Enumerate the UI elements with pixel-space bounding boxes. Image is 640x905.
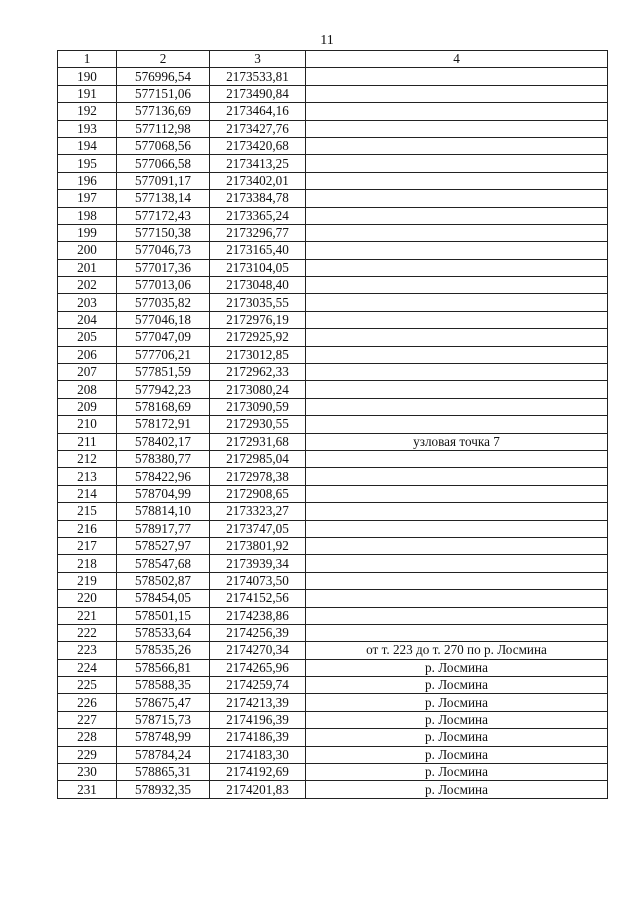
cell-description [306, 137, 608, 154]
cell-description [306, 172, 608, 189]
cell-description [306, 224, 608, 241]
cell-y-coordinate: 2172930,55 [210, 416, 306, 433]
table-row [58, 364, 608, 381]
table-row [58, 294, 608, 311]
cell-y-coordinate: 2173323,27 [210, 503, 306, 520]
cell-description: от т. 223 до т. 270 по р. Лосмина [306, 642, 608, 659]
cell-y-coordinate: 2173413,25 [210, 155, 306, 172]
cell-description [306, 607, 608, 624]
cell-x-coordinate: 578675,47 [117, 694, 210, 711]
cell-point-number: 192 [58, 103, 117, 120]
cell-description [306, 346, 608, 363]
cell-x-coordinate: 577047,09 [117, 329, 210, 346]
cell-point-number: 221 [58, 607, 117, 624]
cell-x-coordinate: 577046,73 [117, 242, 210, 259]
cell-description: узловая точка 7 [306, 433, 608, 450]
cell-x-coordinate: 577066,58 [117, 155, 210, 172]
cell-x-coordinate: 577091,17 [117, 172, 210, 189]
cell-point-number: 227 [58, 711, 117, 728]
cell-point-number: 208 [58, 381, 117, 398]
table-row [58, 590, 608, 607]
cell-description [306, 468, 608, 485]
cell-x-coordinate: 577851,59 [117, 364, 210, 381]
cell-x-coordinate: 577013,06 [117, 277, 210, 294]
cell-y-coordinate: 2174201,83 [210, 781, 306, 798]
cell-description: р. Лосмина [306, 781, 608, 798]
cell-point-number: 204 [58, 311, 117, 328]
cell-y-coordinate: 2174073,50 [210, 572, 306, 589]
cell-x-coordinate: 578533,64 [117, 624, 210, 641]
cell-point-number: 194 [58, 137, 117, 154]
cell-point-number: 206 [58, 346, 117, 363]
cell-x-coordinate: 578527,97 [117, 537, 210, 554]
cell-description [306, 555, 608, 572]
cell-description: р. Лосмина [306, 764, 608, 781]
cell-description [306, 572, 608, 589]
table-row [58, 155, 608, 172]
cell-x-coordinate: 577150,38 [117, 224, 210, 241]
table-row [58, 764, 608, 781]
cell-point-number: 205 [58, 329, 117, 346]
table-row [58, 537, 608, 554]
cell-y-coordinate: 2172978,38 [210, 468, 306, 485]
cell-x-coordinate: 577068,56 [117, 137, 210, 154]
cell-description [306, 590, 608, 607]
table-row [58, 677, 608, 694]
cell-x-coordinate: 578588,35 [117, 677, 210, 694]
cell-description [306, 190, 608, 207]
table-row [58, 468, 608, 485]
table-row [58, 103, 608, 120]
cell-y-coordinate: 2173165,40 [210, 242, 306, 259]
cell-y-coordinate: 2173035,55 [210, 294, 306, 311]
cell-point-number: 230 [58, 764, 117, 781]
cell-point-number: 219 [58, 572, 117, 589]
cell-y-coordinate: 2173490,84 [210, 85, 306, 102]
cell-description [306, 207, 608, 224]
cell-description [306, 259, 608, 276]
cell-x-coordinate: 578168,69 [117, 398, 210, 415]
cell-description [306, 120, 608, 137]
cell-y-coordinate: 2173090,59 [210, 398, 306, 415]
column-header-y: 3 [210, 51, 306, 68]
cell-x-coordinate: 578501,15 [117, 607, 210, 624]
cell-y-coordinate: 2173402,01 [210, 172, 306, 189]
cell-x-coordinate: 578704,99 [117, 485, 210, 502]
table-row [58, 259, 608, 276]
cell-x-coordinate: 578917,77 [117, 520, 210, 537]
cell-y-coordinate: 2172962,33 [210, 364, 306, 381]
cell-y-coordinate: 2173533,81 [210, 68, 306, 85]
page-number: 11 [320, 33, 334, 48]
cell-point-number: 195 [58, 155, 117, 172]
cell-point-number: 220 [58, 590, 117, 607]
cell-y-coordinate: 2174192,69 [210, 764, 306, 781]
table-row [58, 642, 608, 659]
cell-x-coordinate: 578814,10 [117, 503, 210, 520]
cell-y-coordinate: 2173464,16 [210, 103, 306, 120]
cell-x-coordinate: 578715,73 [117, 711, 210, 728]
cell-x-coordinate: 576996,54 [117, 68, 210, 85]
cell-point-number: 218 [58, 555, 117, 572]
table-row [58, 416, 608, 433]
cell-description: р. Лосмина [306, 659, 608, 676]
cell-y-coordinate: 2174259,74 [210, 677, 306, 694]
cell-point-number: 202 [58, 277, 117, 294]
cell-point-number: 198 [58, 207, 117, 224]
cell-point-number: 211 [58, 433, 117, 450]
cell-y-coordinate: 2173420,68 [210, 137, 306, 154]
cell-point-number: 222 [58, 624, 117, 641]
cell-x-coordinate: 577035,82 [117, 294, 210, 311]
cell-y-coordinate: 2172925,92 [210, 329, 306, 346]
table-row [58, 694, 608, 711]
cell-description [306, 450, 608, 467]
cell-y-coordinate: 2172985,04 [210, 450, 306, 467]
cell-point-number: 216 [58, 520, 117, 537]
table-row [58, 503, 608, 520]
cell-point-number: 231 [58, 781, 117, 798]
cell-x-coordinate: 577136,69 [117, 103, 210, 120]
cell-description [306, 294, 608, 311]
cell-point-number: 229 [58, 746, 117, 763]
column-header-point-number: 1 [58, 51, 117, 68]
cell-point-number: 224 [58, 659, 117, 676]
table-row [58, 172, 608, 189]
cell-description [306, 398, 608, 415]
cell-description [306, 311, 608, 328]
cell-y-coordinate: 2173048,40 [210, 277, 306, 294]
table-row [58, 381, 608, 398]
table-row [58, 624, 608, 641]
cell-y-coordinate: 2174196,39 [210, 711, 306, 728]
cell-description [306, 364, 608, 381]
cell-y-coordinate: 2174265,96 [210, 659, 306, 676]
cell-x-coordinate: 578454,05 [117, 590, 210, 607]
cell-x-coordinate: 578932,35 [117, 781, 210, 798]
cell-point-number: 203 [58, 294, 117, 311]
coordinates-table [57, 50, 608, 799]
cell-y-coordinate: 2173012,85 [210, 346, 306, 363]
cell-x-coordinate: 578380,77 [117, 450, 210, 467]
cell-point-number: 215 [58, 503, 117, 520]
table-row [58, 520, 608, 537]
cell-point-number: 200 [58, 242, 117, 259]
cell-x-coordinate: 577138,14 [117, 190, 210, 207]
cell-description [306, 520, 608, 537]
cell-point-number: 199 [58, 224, 117, 241]
cell-x-coordinate: 577112,98 [117, 120, 210, 137]
cell-point-number: 201 [58, 259, 117, 276]
cell-description [306, 381, 608, 398]
cell-point-number: 190 [58, 68, 117, 85]
cell-description: р. Лосмина [306, 746, 608, 763]
cell-point-number: 213 [58, 468, 117, 485]
cell-description [306, 537, 608, 554]
cell-y-coordinate: 2174186,39 [210, 729, 306, 746]
cell-description: р. Лосмина [306, 677, 608, 694]
cell-y-coordinate: 2173427,76 [210, 120, 306, 137]
cell-y-coordinate: 2173939,34 [210, 555, 306, 572]
cell-y-coordinate: 2172976,19 [210, 311, 306, 328]
cell-description [306, 242, 608, 259]
table-row [58, 68, 608, 85]
cell-x-coordinate: 578535,26 [117, 642, 210, 659]
cell-x-coordinate: 577046,18 [117, 311, 210, 328]
cell-x-coordinate: 578172,91 [117, 416, 210, 433]
cell-y-coordinate: 2173384,78 [210, 190, 306, 207]
cell-point-number: 191 [58, 85, 117, 102]
cell-description [306, 416, 608, 433]
cell-x-coordinate: 578502,87 [117, 572, 210, 589]
table-row [58, 277, 608, 294]
cell-description [306, 103, 608, 120]
cell-y-coordinate: 2172931,68 [210, 433, 306, 450]
cell-point-number: 226 [58, 694, 117, 711]
cell-x-coordinate: 577017,36 [117, 259, 210, 276]
cell-point-number: 228 [58, 729, 117, 746]
cell-y-coordinate: 2174270,34 [210, 642, 306, 659]
cell-point-number: 207 [58, 364, 117, 381]
table-row [58, 190, 608, 207]
cell-point-number: 217 [58, 537, 117, 554]
cell-x-coordinate: 577172,43 [117, 207, 210, 224]
table-row [58, 433, 608, 450]
table-row [58, 746, 608, 763]
cell-description [306, 503, 608, 520]
cell-x-coordinate: 578547,68 [117, 555, 210, 572]
table-row [58, 120, 608, 137]
cell-description: р. Лосмина [306, 711, 608, 728]
cell-y-coordinate: 2172908,65 [210, 485, 306, 502]
cell-y-coordinate: 2173365,24 [210, 207, 306, 224]
cell-point-number: 212 [58, 450, 117, 467]
table-row [58, 729, 608, 746]
cell-description [306, 485, 608, 502]
cell-x-coordinate: 578402,17 [117, 433, 210, 450]
table-body [58, 68, 608, 798]
cell-description [306, 155, 608, 172]
cell-description: р. Лосмина [306, 694, 608, 711]
table-row [58, 311, 608, 328]
cell-y-coordinate: 2174183,30 [210, 746, 306, 763]
cell-point-number: 225 [58, 677, 117, 694]
cell-y-coordinate: 2173080,24 [210, 381, 306, 398]
cell-description [306, 85, 608, 102]
column-header-x: 2 [117, 51, 210, 68]
table-row [58, 572, 608, 589]
table-row [58, 711, 608, 728]
table-row [58, 85, 608, 102]
table-row [58, 224, 608, 241]
cell-description [306, 624, 608, 641]
cell-x-coordinate: 577151,06 [117, 85, 210, 102]
cell-x-coordinate: 577706,21 [117, 346, 210, 363]
cell-y-coordinate: 2174256,39 [210, 624, 306, 641]
cell-y-coordinate: 2174213,39 [210, 694, 306, 711]
cell-point-number: 193 [58, 120, 117, 137]
cell-point-number: 223 [58, 642, 117, 659]
cell-description: р. Лосмина [306, 729, 608, 746]
table-row [58, 329, 608, 346]
table-row [58, 555, 608, 572]
cell-point-number: 196 [58, 172, 117, 189]
cell-description [306, 277, 608, 294]
cell-x-coordinate: 578865,31 [117, 764, 210, 781]
table-row [58, 607, 608, 624]
cell-y-coordinate: 2174152,56 [210, 590, 306, 607]
table-row [58, 659, 608, 676]
table-row [58, 137, 608, 154]
cell-y-coordinate: 2173801,92 [210, 537, 306, 554]
table-row [58, 207, 608, 224]
cell-description [306, 329, 608, 346]
cell-point-number: 214 [58, 485, 117, 502]
cell-point-number: 197 [58, 190, 117, 207]
table-row [58, 485, 608, 502]
cell-x-coordinate: 578748,99 [117, 729, 210, 746]
cell-y-coordinate: 2173296,77 [210, 224, 306, 241]
table-row [58, 346, 608, 363]
table-header-row [58, 51, 608, 68]
table-row [58, 242, 608, 259]
column-header-description: 4 [306, 51, 608, 68]
cell-description [306, 68, 608, 85]
cell-x-coordinate: 578422,96 [117, 468, 210, 485]
table-row [58, 450, 608, 467]
cell-x-coordinate: 578566,81 [117, 659, 210, 676]
cell-x-coordinate: 578784,24 [117, 746, 210, 763]
cell-point-number: 210 [58, 416, 117, 433]
cell-y-coordinate: 2173747,05 [210, 520, 306, 537]
table-row [58, 781, 608, 798]
table-row [58, 398, 608, 415]
cell-x-coordinate: 577942,23 [117, 381, 210, 398]
cell-y-coordinate: 2174238,86 [210, 607, 306, 624]
cell-point-number: 209 [58, 398, 117, 415]
cell-y-coordinate: 2173104,05 [210, 259, 306, 276]
